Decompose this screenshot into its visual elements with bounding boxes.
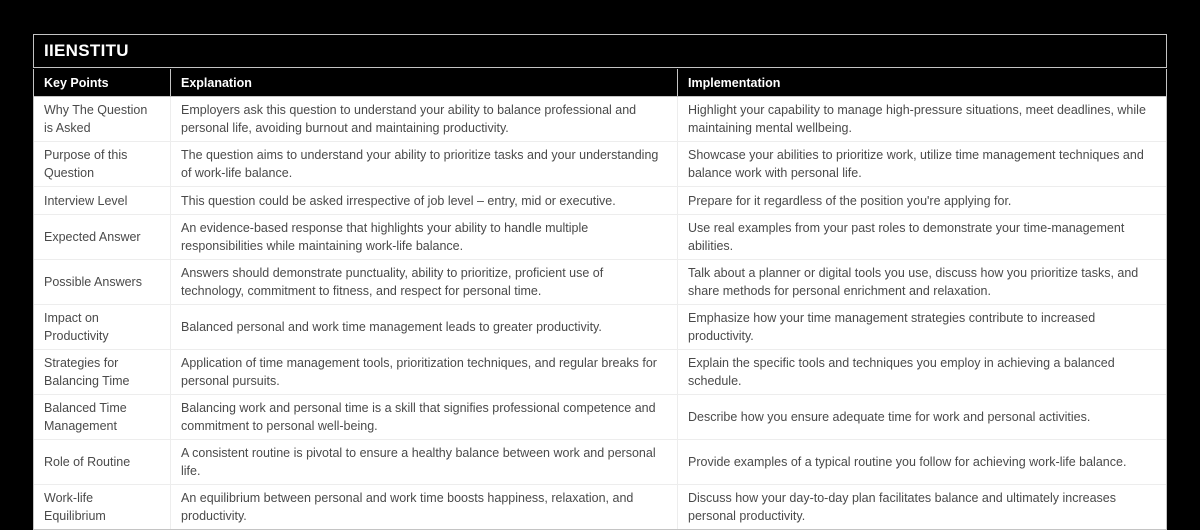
table-row (34, 305, 1166, 350)
cell-key-point: Role of Routine (34, 440, 171, 484)
cell-explanation: An evidence-based response that highlights your ability to handle multiple responsibilities while maintaining work-life balance. (171, 215, 678, 259)
cell-key-point: Possible Answers (34, 260, 171, 304)
cell-implementation: Emphasize how your time management strategies contribute to increased productivity. (688, 311, 1096, 343)
cell-implementation: Use real examples from your past roles to demonstrate your time-management abilities. (688, 221, 1125, 253)
cell-implementation: Talk about a planner or digital tools you use, discuss how you prioritize tasks, and share methods for personal enrichment and relaxation. (688, 266, 1139, 298)
cell-implementation: Describe how you ensure adequate time for work and personal activities. (688, 410, 1091, 424)
table-row (34, 440, 1166, 485)
cell-explanation: Balanced personal and work time management leads to greater productivity. (171, 305, 678, 349)
table-row (34, 260, 1166, 305)
cell-explanation: Application of time management tools, prioritization techniques, and regular breaks for personal pursuits. (171, 350, 678, 394)
table-row (34, 395, 1166, 440)
cell-explanation: An equilibrium between personal and work time boosts happiness, relaxation, and productivity. (171, 485, 678, 529)
table-row (34, 142, 1166, 187)
cell-explanation: This question could be asked irrespective of job level – entry, mid or executive. (171, 187, 678, 214)
column-header-explanation: Explanation (171, 69, 678, 96)
cell-key-point: Impact on Productivity (34, 305, 171, 349)
column-header-key-points: Key Points (34, 69, 171, 96)
cell-explanation: Employers ask this question to understand your ability to balance professional and personal life, avoiding burnout and maintaining productivity. (171, 97, 678, 141)
cell-implementation: Discuss how your day-to-day plan facilitates balance and ultimately increases personal productivity. (688, 491, 1116, 523)
table-row (34, 215, 1166, 260)
cell-key-point: Purpose of this Question (34, 142, 171, 186)
cell-implementation: Explain the specific tools and techniques you employ in achieving a balanced schedule. (688, 356, 1115, 388)
table-row (34, 485, 1166, 529)
brand-title: IIENSTITU (44, 41, 129, 60)
cell-explanation: The question aims to understand your ability to prioritize tasks and your understanding of work-life balance. (171, 142, 678, 186)
cell-key-point: Expected Answer (34, 215, 171, 259)
cell-implementation: Highlight your capability to manage high-pressure situations, meet deadlines, while maintaining mental wellbeing. (688, 103, 1146, 135)
content-table-frame (33, 34, 1167, 530)
table-row (34, 187, 1166, 215)
cell-key-point: Strategies for Balancing Time (34, 350, 171, 394)
table-body (33, 97, 1167, 530)
cell-key-point: Balanced Time Management (34, 395, 171, 439)
table-header-row (33, 69, 1167, 97)
table-row (34, 97, 1166, 142)
cell-key-point: Interview Level (34, 187, 171, 214)
cell-implementation: Prepare for it regardless of the position you're applying for. (688, 193, 1012, 208)
cell-implementation: Provide examples of a typical routine you follow for achieving work-life balance. (688, 455, 1127, 469)
cell-key-point: Work-life Equilibrium (34, 485, 171, 529)
cell-implementation: Showcase your abilities to prioritize work, utilize time management techniques and balance work with personal life. (688, 148, 1144, 180)
column-header-implementation: Implementation (688, 76, 781, 90)
cell-explanation: Balancing work and personal time is a skill that signifies professional competence and commitment to personal well-being. (171, 395, 678, 439)
cell-explanation: Answers should demonstrate punctuality, ability to prioritize, proficient use of technology, commitment to fitness, and respect for personal time. (171, 260, 678, 304)
title-bar (33, 34, 1167, 68)
cell-key-point: Why The Question is Asked (34, 97, 171, 141)
table-row (34, 350, 1166, 395)
cell-explanation: A consistent routine is pivotal to ensure a healthy balance between work and personal life. (171, 440, 678, 484)
